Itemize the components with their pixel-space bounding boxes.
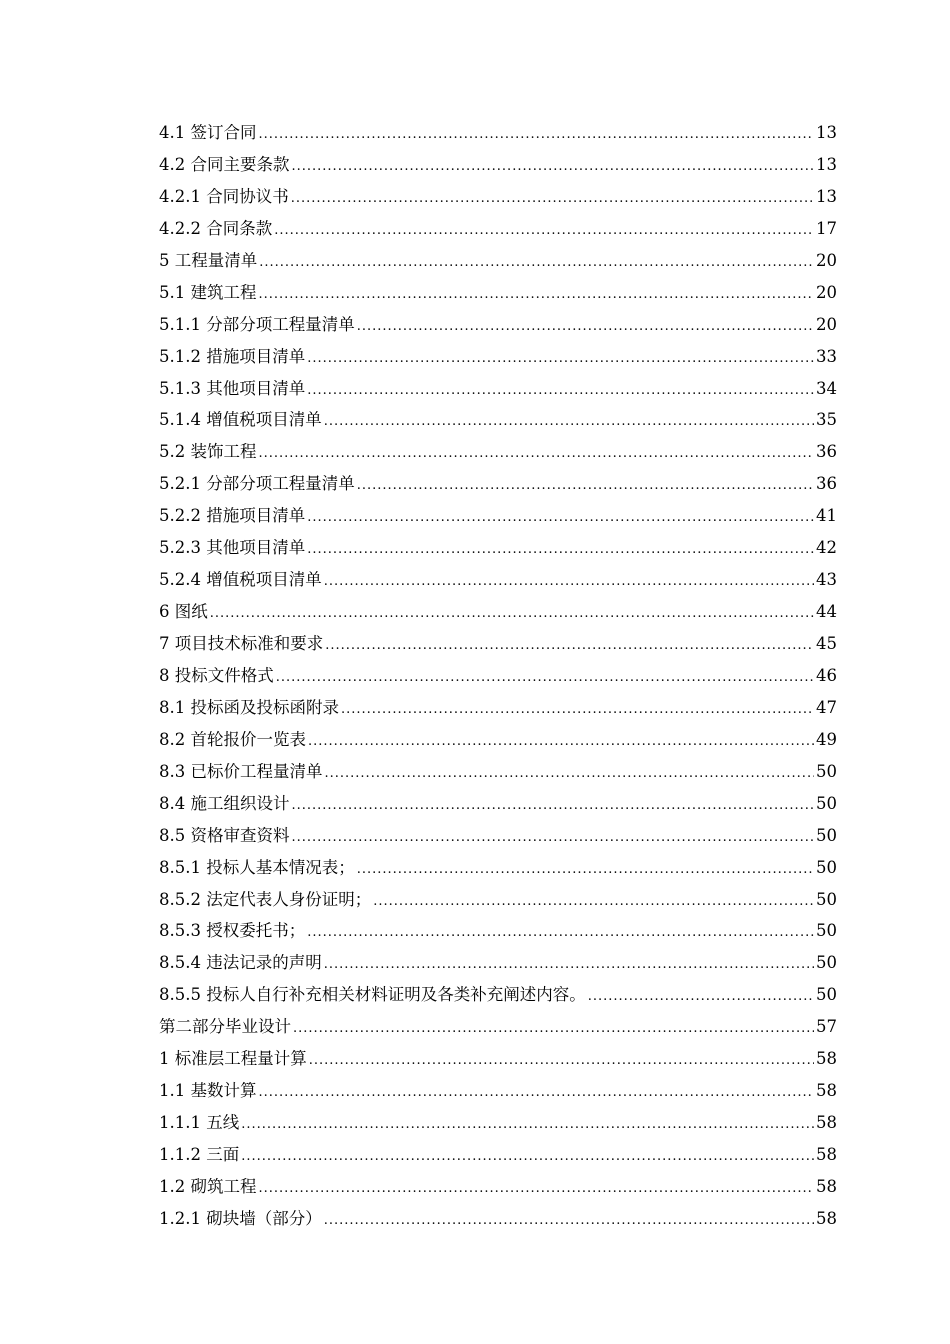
toc-entry-title: 8.5.2 法定代表人身份证明； [159,889,372,909]
toc-entry-title: 1.2.1 砌块墙（部分） [159,1208,322,1228]
toc-entry[interactable] [159,1203,837,1235]
toc-entry-title: 4.2.1 合同协议书 [159,186,289,206]
toc-entry-page: 50 [816,825,837,845]
toc-entry[interactable] [159,852,837,884]
toc-dot-leader [259,247,814,279]
toc-entry[interactable] [159,1075,837,1107]
toc-entry-title: 8.3 已标价工程量清单 [159,761,323,781]
toc-dot-leader [241,1109,814,1141]
toc-entry-title: 5.2.2 措施项目清单 [159,506,306,526]
toc-entry-page: 13 [816,154,837,174]
toc-dot-leader [324,949,814,981]
toc-dot-leader [324,1205,814,1237]
toc-entry-page: 58 [816,1081,837,1101]
toc-entry-title: 8.5.1 投标人基本情况表； [159,857,355,877]
toc-entry[interactable] [159,1107,837,1139]
toc-entry-title: 5.1.4 增值税项目清单 [159,410,322,430]
toc-entry[interactable] [159,692,837,724]
toc-entry[interactable] [159,564,837,596]
toc-entry[interactable] [159,373,837,405]
toc-dot-leader [276,662,814,694]
toc-entry-title: 5.1.1 分部分项工程量清单 [159,314,355,334]
toc-dot-leader [324,406,814,438]
toc-entry-page: 58 [816,1113,837,1133]
toc-entry-page: 57 [816,1017,837,1037]
toc-entry[interactable] [159,277,837,309]
toc-entry[interactable] [159,915,837,947]
toc-entry-page: 43 [816,570,837,590]
toc-entry-title: 8.5.5 投标人自行补充相关材料证明及各类补充阐述内容。 [159,985,586,1005]
toc-entry-page: 20 [816,314,837,334]
toc-dot-leader [307,375,814,407]
toc-entry-page: 33 [816,346,837,366]
toc-entry-title: 5.1 建筑工程 [159,282,257,302]
toc-dot-leader [292,151,815,183]
toc-entry-page: 50 [816,857,837,877]
toc-dot-leader [324,566,814,598]
toc-dot-leader [357,854,814,886]
toc-entry-page: 58 [816,1208,837,1228]
toc-dot-leader [293,1013,814,1045]
toc-entry-title: 1.1.1 五线 [159,1113,240,1133]
toc-entry-page: 35 [816,410,837,430]
toc-entry-page: 13 [816,123,837,142]
toc-entry-title: 5.1.2 措施项目清单 [159,346,306,366]
toc-entry-page: 41 [816,506,837,526]
toc-entry-title: 1.1 基数计算 [159,1081,257,1101]
toc-dot-leader [341,694,814,726]
toc-entry-title: 5.2.4 增值税项目清单 [159,570,322,590]
toc-entry-page: 20 [816,250,837,270]
toc-dot-leader [259,1077,815,1109]
toc-entry[interactable] [159,309,837,341]
toc-entry-page: 50 [816,761,837,781]
toc-entry-page: 20 [816,282,837,302]
toc-entry-title: 5 工程量清单 [159,250,258,270]
toc-dot-leader [307,534,814,566]
toc-entry-title: 8.5.3 授权委托书； [159,921,306,941]
toc-dot-leader [325,630,814,662]
toc-dot-leader [307,917,814,949]
toc-entry[interactable] [159,341,837,373]
toc-entry-title: 8.5 资格审查资料 [159,825,290,845]
toc-entry-page: 50 [816,953,837,973]
toc-entry-page: 42 [816,538,837,558]
toc-entry-title: 8.5.4 违法记录的声明 [159,953,322,973]
toc-entry[interactable] [159,500,837,532]
toc-entry[interactable] [159,947,837,979]
toc-entry-title: 5.2 装饰工程 [159,442,257,462]
toc-entry-title: 第二部分毕业设计 [159,1017,291,1037]
toc-entry[interactable] [159,596,837,628]
toc-dot-leader [309,1045,814,1077]
toc-entry-title: 4.1 签订合同 [159,123,257,142]
toc-entry-title: 1.1.2 三面 [159,1145,240,1164]
toc-entry[interactable] [159,724,837,756]
table-of-contents [159,117,837,1235]
toc-dot-leader [259,279,815,311]
toc-entry[interactable] [159,1171,837,1203]
toc-entry[interactable] [159,1011,837,1043]
toc-entry-page: 49 [816,729,837,749]
toc-entry-page: 36 [816,442,837,462]
toc-entry[interactable] [159,660,837,692]
toc-entry-page: 58 [816,1176,837,1196]
toc-entry-page: 17 [816,218,837,238]
toc-entry-page: 47 [816,697,837,717]
toc-entry-title: 5.2.1 分部分项工程量清单 [159,474,355,494]
toc-entry-title: 5.1.3 其他项目清单 [159,378,306,398]
toc-entry-page: 50 [816,793,837,813]
toc-dot-leader [274,215,814,247]
toc-dot-leader [259,438,815,470]
toc-entry[interactable] [159,884,837,916]
toc-dot-leader [259,1173,815,1205]
toc-dot-leader [259,119,815,151]
toc-entry-page: 13 [816,186,837,206]
toc-entry-title: 1.2 砌筑工程 [159,1176,257,1196]
toc-entry[interactable] [159,532,837,564]
toc-entry[interactable] [159,1139,837,1171]
toc-dot-leader [308,726,814,758]
toc-entry-page: 36 [816,474,837,494]
toc-dot-leader [357,311,814,343]
toc-entry-title: 8.2 首轮报价一览表 [159,729,306,749]
toc-entry-page: 58 [816,1145,837,1164]
toc-entry-page: 46 [816,665,837,685]
toc-entry[interactable] [159,436,837,468]
toc-entry[interactable] [159,756,837,788]
toc-entry-page: 44 [816,602,837,622]
toc-dot-leader [307,502,814,534]
toc-entry[interactable] [159,117,837,149]
toc-dot-leader [357,470,814,502]
toc-entry[interactable] [159,468,837,500]
toc-entry-page: 34 [816,378,837,398]
toc-entry-page: 45 [816,634,837,653]
toc-entry[interactable] [159,820,837,852]
toc-entry-page: 50 [816,921,837,941]
toc-dot-leader [307,343,814,375]
toc-entry-page: 50 [816,985,837,1005]
toc-entry[interactable] [159,788,837,820]
toc-entry[interactable] [159,979,837,1011]
toc-entry-title: 4.2 合同主要条款 [159,154,290,174]
toc-entry-title: 8.1 投标函及投标函附录 [159,697,339,717]
toc-dot-leader [291,183,814,215]
toc-entry-title: 8.4 施工组织设计 [159,793,290,813]
toc-entry-title: 7 项目技术标准和要求 [159,634,324,653]
toc-dot-leader [210,598,814,630]
toc-entry[interactable] [159,213,837,245]
toc-dot-leader [241,1141,814,1173]
toc-entry-title: 5.2.3 其他项目清单 [159,538,306,558]
toc-dot-leader [292,790,815,822]
toc-dot-leader [373,886,814,918]
toc-entry[interactable] [159,149,837,181]
toc-entry[interactable] [159,181,837,213]
toc-dot-leader [588,981,814,1013]
toc-entry-page: 50 [816,889,837,909]
toc-entry-title: 6 图纸 [159,602,208,622]
toc-entry-title: 4.2.2 合同条款 [159,218,273,238]
toc-dot-leader [325,758,815,790]
toc-entry[interactable] [159,628,837,660]
toc-entry[interactable] [159,404,837,436]
toc-entry-title: 8 投标文件格式 [159,665,274,685]
toc-entry-title: 1 标准层工程量计算 [159,1049,307,1069]
toc-dot-leader [292,822,815,854]
toc-entry[interactable] [159,245,837,277]
toc-entry-page: 58 [816,1049,837,1069]
toc-entry[interactable] [159,1043,837,1075]
